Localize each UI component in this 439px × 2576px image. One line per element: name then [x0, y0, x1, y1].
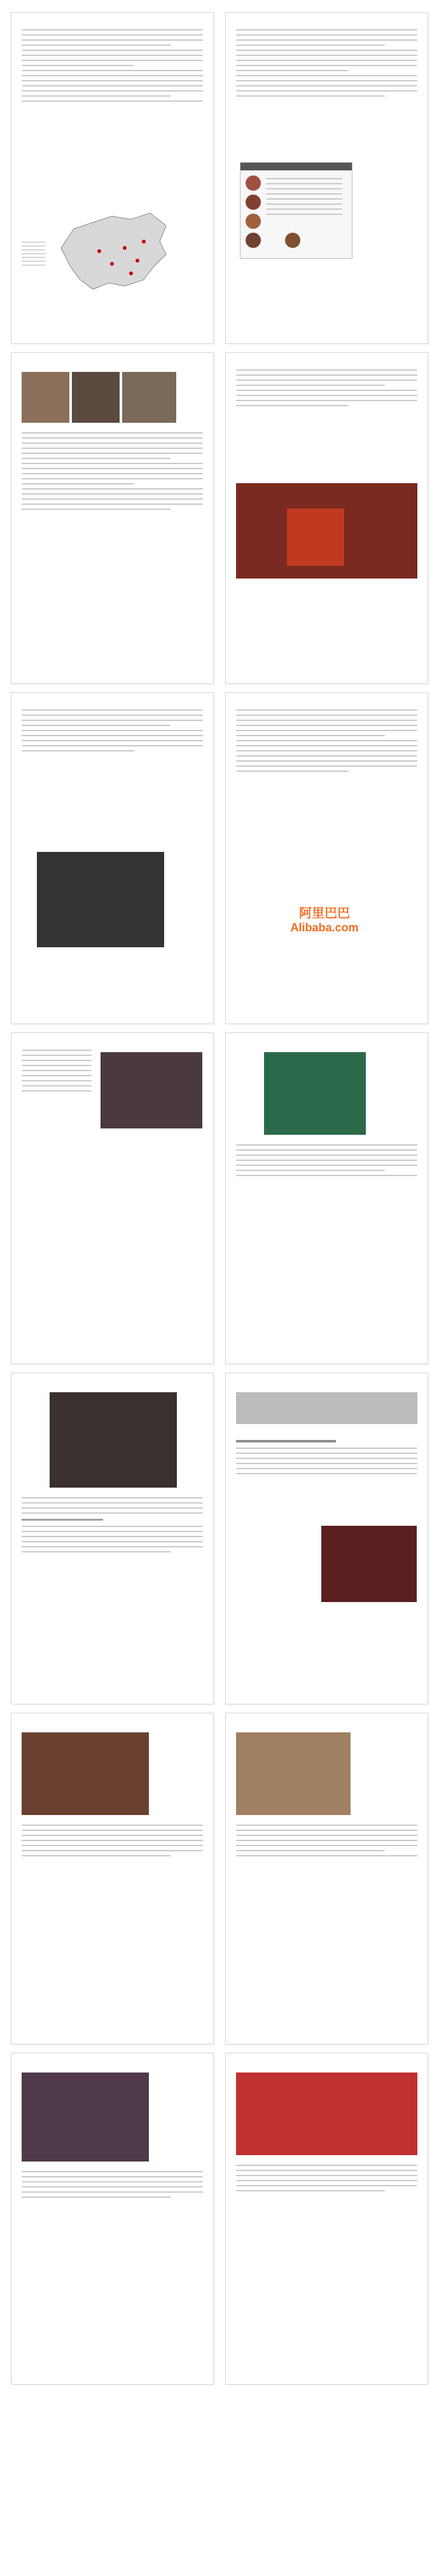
- photo: [72, 372, 120, 423]
- photo: [50, 1392, 177, 1488]
- logo-chinese: 阿里巴巴: [299, 907, 350, 921]
- alibaba-logo: [258, 903, 391, 935]
- photo: [22, 2072, 149, 2162]
- spread-2: [11, 353, 428, 683]
- page-left: [11, 1713, 213, 2044]
- page-left: [11, 1373, 213, 1704]
- bus-photo: [236, 483, 417, 579]
- photo: [236, 1732, 351, 1815]
- spread-6: [11, 1713, 428, 2044]
- body-text: [236, 29, 417, 100]
- photo: [101, 1052, 202, 1128]
- page-right: [226, 13, 428, 343]
- page-right: [226, 1373, 428, 1704]
- spread-1: [11, 13, 428, 343]
- photo: [321, 1526, 417, 1602]
- page-left: [11, 13, 213, 343]
- spread-5: [11, 1373, 428, 1704]
- page-left: [11, 2053, 213, 2384]
- photo: [22, 372, 69, 423]
- page-right: [226, 1033, 428, 1364]
- portrait-photos: [240, 162, 352, 259]
- page-right: [226, 353, 428, 683]
- body-text: [22, 29, 203, 106]
- photo: [37, 852, 164, 947]
- page-left: [11, 693, 213, 1024]
- page-right: [226, 2053, 428, 2384]
- spread-4: [11, 1033, 428, 1364]
- photo: [236, 2072, 417, 2155]
- photo: [264, 1052, 366, 1135]
- photo: [22, 1732, 149, 1815]
- page-right: [226, 1713, 428, 2044]
- page-left: [11, 1033, 213, 1364]
- spread-3: [11, 693, 428, 1024]
- page-left: [11, 353, 213, 683]
- photo: [122, 372, 176, 423]
- map-of-china: [48, 203, 176, 299]
- page-right: [226, 693, 428, 1024]
- spread-7: [11, 2053, 428, 2384]
- photo: [236, 1392, 417, 1424]
- logo-english: Alibaba.com: [290, 921, 359, 934]
- map-caption: [22, 242, 46, 268]
